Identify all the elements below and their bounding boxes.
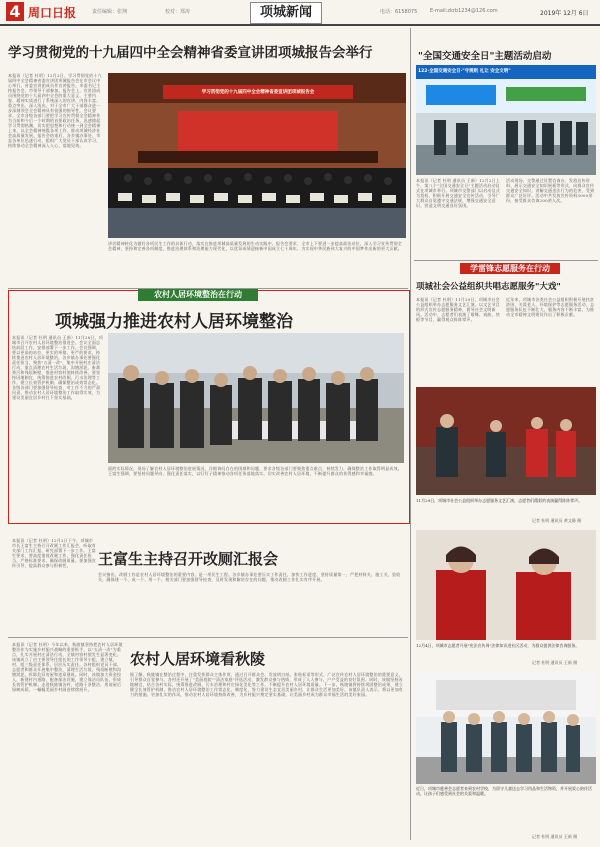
rural-meeting-photo xyxy=(108,333,404,463)
traffic-banner-text: 122·全国交通安全日·"守规则 礼让 安全文明" xyxy=(418,69,511,74)
rural-banner: 农村人居环境整治在行动 xyxy=(138,289,258,301)
traffic-headline: "全国交通安全日"主题活动启动 xyxy=(418,51,552,62)
conference-banner-text: 学习贯彻党的十九届四中全会精神省委宣讲团项城报告会 xyxy=(201,90,315,95)
reform-story-text-2: 会议指出，改厕工作是农村人居环境整治的重要内容，是一项民生工程。各乡镇办事处要压实工作责任，加快工作进度，坚持质量第一，严把材料关、施工关、验收关，确保建一个、成一个、用一个。相关部门要加强督导检查，及时发现和解决存在的问题，推动改厕工作扎实有序开展。 xyxy=(98,572,401,582)
group-caption: 12月4日，项城市志愿者开展"宪法宣传周"法律知识进社区活动，为群众提供法律咨询服务。 xyxy=(416,643,580,648)
rural-headline: 项城强力推进农村人居环境整治 xyxy=(55,312,293,332)
editor-credit: 责任编辑：张翔 xyxy=(92,9,128,15)
school-caption: 近日，项城市慈善会志愿者来到农村学校，为留守儿童送去学习用品和生活物资，并开展爱心陪伴活动，让孩子们感受到社会的关爱和温暖。 xyxy=(416,786,592,796)
group-photo-credit: 记者 杜明 通讯员 王新 摄 xyxy=(532,660,578,665)
volunteer-caption: 11月29日，项城市社会公益组织举办志愿服务文艺汇演，志愿者们精彩的表演赢得阵阵掌声。 xyxy=(416,498,583,503)
newspaper-logo: 周口日报 xyxy=(28,6,77,20)
main-story-text-2: 讲话精神转化为做好各项民生工作的具体行动，落实在推进项城高质量发展的生动实践中。报告会要求，全市上下要进一步提高政治站位，深入学习宣传贯彻全会精神，坚持和完善各项制度，推进治理体系和治理能力现代化，以优异成绩迎接新中国成立七十周年，为实现中华民族伟大复兴的中国梦作出新的更大贡献。 xyxy=(108,241,402,251)
school-photo-credit: 记者 杜明 通讯员 王新 摄 xyxy=(532,834,578,839)
conference-photo xyxy=(108,73,406,238)
traffic-story-text: 本报讯（记者 杜明 通讯员 王新）12月2日上午，第八个"全国交通安全日"主题活动启动仪式在项城市举行。项城市交警部门以启动仪式为契机，积极开展交通安全宣传活动，引导广大群众自觉遵守交通法规，增强交通安全意识，营造文明交通良好氛围。 xyxy=(416,178,501,208)
volunteer-photo-credit: 记者 杜明 通讯员 黄文静 摄 xyxy=(532,518,582,523)
view-story-text-2: 据了解，秋陵镇在整治过程中，注重发挥群众主体作用，通过召开群众会、发放明白纸、张贴标语等形式，广泛宣传农村人居环境整治的重要意义，引导群众自觉参与。各村还开展了"美丽庭院""清洁家庭"评选活动，激发群众参与热情，形成了人人参与、户户受益的良好氛围。同时，该镇坚持因地制宜，结合各村实际，统筹推进改厕、污水治理和村庄绿化美化等工作，不断提升农村人居环境质量。下一步，秋陵镇将持续巩固整治成果，建立健全长效管护机制，推动农村人居环境整治工作常态化、制度化，努力建设生态宜居美丽乡村，让群众生活更加美好。该镇负责人表示，将以更加有力的措施、更加扎实的作风，推动农村人居环境持续改善，为乡村振兴奠定坚实基础，让美丽乡村成为群众幸福生活的美好家园。 xyxy=(130,672,403,697)
reform-story-text: 本报讯（记者 杜明）12月2日下午，项城市市长王富生主持召开改厕工作汇报会，听取有关部门工作汇报，研究部署下一步工作。王富生要求，要高度重视改厕工作，强化责任担当，严格标准要求，确保改厕质量。要加强宣传引导，提高群众参与积极性。 xyxy=(12,538,96,568)
volunteer-story-text-2: 近年来，项城市各类社会公益组织积极开展扶贫济困、关爱老人、环境保护等志愿服务活动，志愿服务队伍不断壮大，服务内容不断丰富，为推动全市精神文明建设作出了积极贡献。 xyxy=(506,297,595,317)
school-visit-photo xyxy=(416,672,596,784)
main-story-text: 本报讯（记者 杜明）12月2日，学习贯彻党的十九届四中全会精神省委宣讲团项城报告会在市会议中心举行。省委宣讲团成员作宣讲报告。市委书记主持报告会，市领导干部参加。报告会上，宣讲团成员围绕党的十九届四中全会的重大意义、主要内容、精神实质进行了系统深入的宣讲，内容丰富、重点突出、深入浅出，对于全市广大干部群众进一步深刻领会全会精神具有很强的指导性。会议要求，全市各级各部门要把学习宣传贯彻全会精神作为当前和今后一个时期的首要政治任务，迅速掀起学习贯彻热潮，切实把思想和行动统一到全会精神上来，以全会精神统揽各项工作，推动项城经济社会高质量发展。报告会结束后，各乡镇办事处、市直各单位迅速行动，组织广大党员干部认真学习，持续推动全会精神深入人心、落地见效。 xyxy=(8,73,102,148)
email-address: E-mail:zkrb1234@126.com xyxy=(430,8,498,14)
designer-credit: 校对：郑涛 xyxy=(165,9,191,15)
volunteer-banner: 学雷锋志愿服务在行动 xyxy=(460,263,560,274)
rural-story-text-2: 面的实际情况，现场了解农村人居环境整治进展情况，详细询问存在的困难和问题，要求各级各部门要聚焦重点难点，持续发力，确保整治工作取得明显成效。王富生强调，要坚持问题导向，强化责任落实，以钉钉子精神推动各项任务落地落实，切实改善农村人居环境，不断提升群众的获得感和幸福感。 xyxy=(108,466,402,476)
phone-number: 电话：6158075 xyxy=(380,9,418,15)
view-story-text: 本报讯（记者 杜明）今年以来，秋陵镇坚持把农村人居环境整治作为实施乡村振兴战略的重要抓手，以"五清一改"为重点，扎实开展村庄清洁行动，全镇村容村貌发生显著变化。该镇成立了由主要领导任组长的工作领导小组，建立镇、村、组三级责任体系，层层压实责任。各村组织党员干部、志愿者和群众开展集中整治，清理生活垃圾、残垣断壁和沟塘淤泥，拆除危旧房屋和违章建筑。同时，该镇加大资金投入，新建村内道路、配备保洁设施，建立保洁员队伍，形成长效管护机制。走进秋陵镇各村，道路干净整洁，房前屋后绿树成荫，一幅幅美丽乡村画卷徐徐展开。 xyxy=(12,642,123,692)
view-headline: 农村人居环境看秋陵 xyxy=(130,650,266,668)
volunteer-story-text: 本报讯（记者 杜明）11月29日，项城市社会公益组织举办志愿服务文艺汇演，以文艺节目的形式宣传志愿服务精神，倡导社会文明新风。活动中，志愿者们表演了歌舞、戏曲、快板等节目，赢得观众阵阵掌声。 xyxy=(416,297,500,322)
rural-story-text: 本报讯（记者 杜明 通讯员 王新）11月28日，项城市召开农村人居环境整治推进会。会议全面总结前段工作，安排部署下一步工作。会议强调，要以更高的站位、更实的举措、更严的要求，持续推进农村人居环境整治。各乡镇办事处要强化责任担当，聚焦"五清一改"，集中开展村庄清洁行动，重点清理农村生活垃圾、沟塘淤泥、畜禽粪污和残垣断壁，推进村容村貌持续改善。要坚持因地制宜，统筹推进农村改厕、污水治理等工作，建立长效管护机制，确保整治成效常态化。各级各部门要加强督导检查，对工作不力的严肃问责，推动农村人居环境整治工作取得实效，为建设美丽宜居乡村打下坚实基础。 xyxy=(12,335,103,400)
page-number: 4 xyxy=(6,2,24,21)
issue-date: 2019年 12月 6日 xyxy=(540,10,589,17)
traffic-event-photo xyxy=(416,65,596,175)
section-title: 项城新闻 xyxy=(250,2,322,24)
reform-headline: 王富生主持召开改厕汇报会 xyxy=(98,550,279,568)
main-headline: 学习贯彻党的十九届四中全会精神省委宣讲团项城报告会举行 xyxy=(8,45,373,61)
volunteer-headline: 项城社会公益组织共唱志愿服务"大戏" xyxy=(416,282,561,292)
volunteer-performance-photo xyxy=(416,387,596,495)
traffic-story-text-2: 活动现场，交警通过设置咨询台、发放宣传资料、展示交通安全知识展板等形式，向群众宣传交通安全知识，讲解交通违法行为的危害，受到群众广泛好评。活动中共发放宣传资料3000余份，接受群众咨询200余人次。 xyxy=(506,178,595,203)
volunteer-group-photo xyxy=(416,530,596,640)
